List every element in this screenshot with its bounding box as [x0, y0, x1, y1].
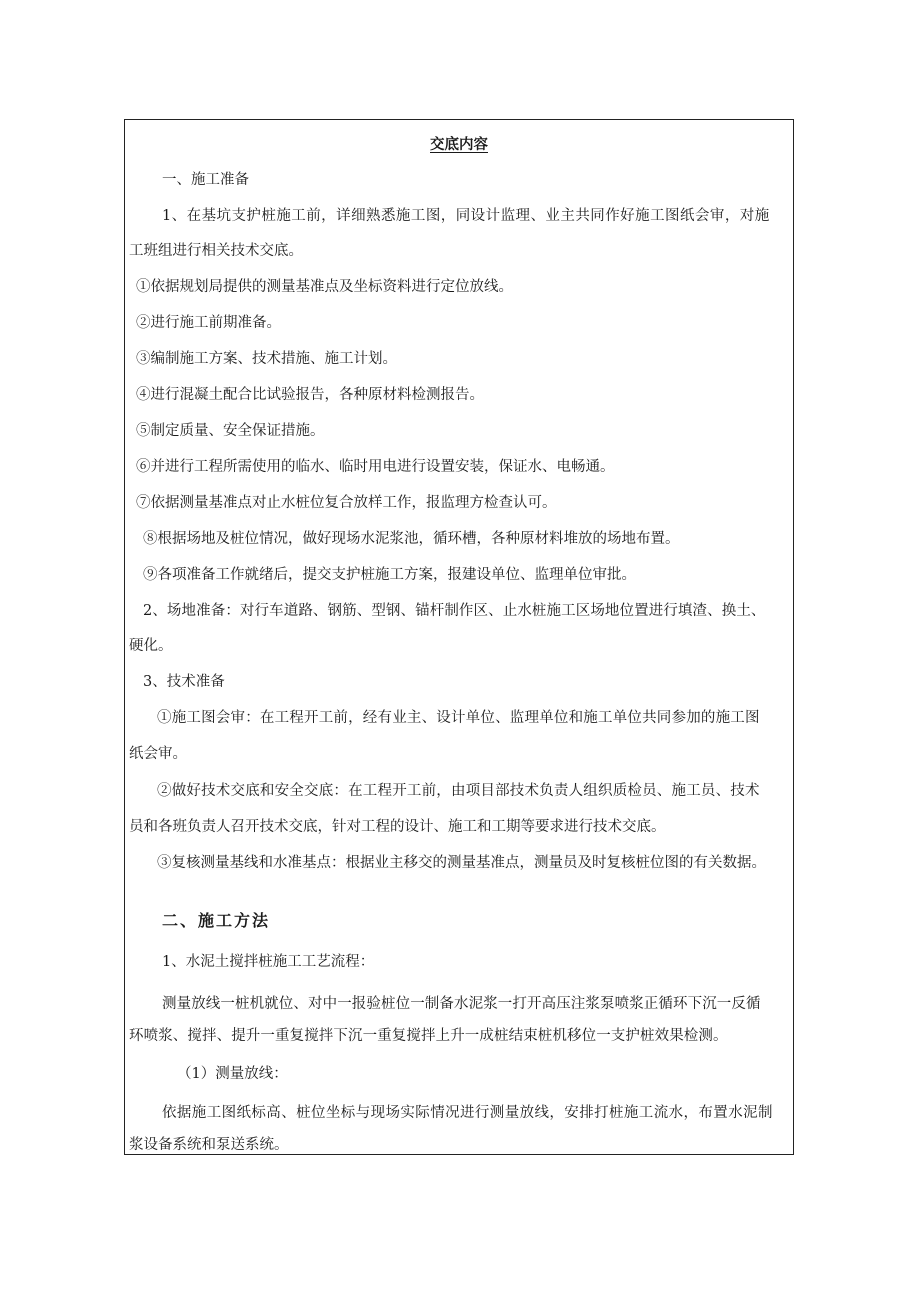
- content-frame: [124, 119, 794, 1155]
- list-item: ⑤制定质量、安全保证措施。: [136, 423, 325, 439]
- list-item: ③复核测量基线和水准基点：根据业主移交的测量基准点，测量员及时复核桩位图的有关数据。: [157, 855, 766, 871]
- list-item: ③编制施工方案、技术措施、施工计划。: [136, 351, 397, 367]
- paragraph-line: 测量放线一桩机就位、对中一报验桩位一制备水泥浆一打开高压注浆泵喷浆正循环下沉一反循: [162, 996, 761, 1012]
- paragraph-line: 员和各班负责人召开技术交底，针对工程的设计、施工和工期等要求进行技术交底。: [129, 819, 666, 835]
- section-heading-2: 二、施工方法: [162, 911, 271, 930]
- paragraph-line: 2、场地准备：对行车道路、钢筋、型钢、锚杆制作区、止水桩施工区场地位置进行填渣、换土、: [143, 603, 766, 619]
- paragraph-line: 环喷浆、搅拌、提升一重复搅拌下沉一重复搅拌上升一成桩结束桩机移位一支护桩效果检测。: [129, 1028, 728, 1044]
- doc-title: 交底内容: [430, 136, 488, 153]
- list-item: ②进行施工前期准备。: [136, 315, 281, 331]
- paragraph-line: 依据施工图纸标高、桩位坐标与现场实际情况进行测量放线，安排打桩施工流水，布置水泥制: [162, 1105, 773, 1121]
- list-item: ①施工图会审：在工程开工前，经有业主、设计单位、监理单位和施工单位共同参加的施工图: [157, 710, 760, 726]
- step-heading: （1）测量放线：: [177, 1066, 288, 1082]
- list-item: ⑦依据测量基准点对止水桩位复合放样工作，报监理方检查认可。: [136, 495, 557, 511]
- subsection-heading: 1、水泥土搅拌桩施工工艺流程：: [162, 954, 375, 970]
- section-heading-3: 3、技术准备: [143, 674, 225, 690]
- section-heading-1: 一、施工准备: [162, 172, 249, 188]
- list-item: ⑧根据场地及桩位情况，做好现场水泥浆池，循环槽，各种原材料堆放的场地布置。: [143, 531, 680, 547]
- list-item: ①依据规划局提供的测量基准点及坐标资料进行定位放线。: [136, 279, 513, 295]
- list-item: ②做好技术交底和安全交底：在工程开工前，由项目部技术负责人组织质检员、施工员、技术: [157, 783, 760, 799]
- paragraph-line: 纸会审。: [129, 746, 187, 762]
- paragraph-line: 1、在基坑支护桩施工前，详细熟悉施工图，同设计监理、业主共同作好施工图纸会审，对施: [162, 208, 770, 224]
- list-item: ④进行混凝土配合比试验报告，各种原材料检测报告。: [136, 387, 484, 403]
- paragraph-line: 工班组进行相关技术交底。: [129, 243, 303, 259]
- paragraph-line: 浆设备系统和泵送系统。: [129, 1137, 289, 1153]
- paragraph-line: 硬化。: [129, 638, 173, 654]
- list-item: ⑥并进行工程所需使用的临水、临时用电进行设置安装，保证水、电畅通。: [136, 459, 615, 475]
- list-item: ⑨各项准备工作就绪后，提交支护桩施工方案，报建设单位、监理单位审批。: [143, 567, 636, 583]
